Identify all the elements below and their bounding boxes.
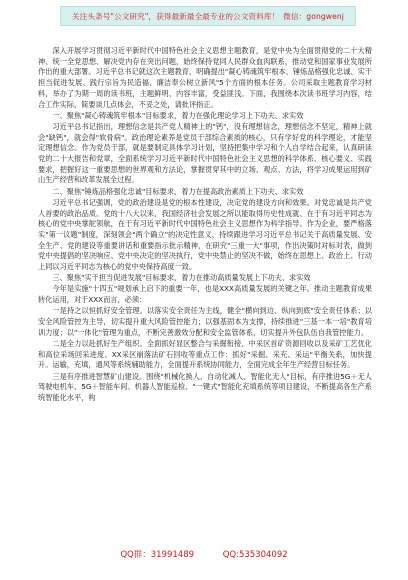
safety-paragraph: 一是持之以恒抓好安全管理。以落实安全责任为主线，健全"横向到边、纵向到底"安全责任体系；以安全风险管控为主导，切实提升重大风险管控能力；以强基固本为支撑，持续推进"三基一本一培"教育培训力度；以"一体化"管理为重点，不断完善激效分配和安全监管体系，切实提升外包队伍自我管控能力。: [38, 306, 372, 337]
document-body: [38, 46, 372, 404]
section-paragraph-2: 习近平总书记强调，党的政治建设是党的根本性建设，决定党的建设方向和效果。对党忠诚是共产党人首要的政治品质。党的十八大以来，我国经济社会发展之所以能取得历史性成就、在于有习近平同志为核心的党中央掌舵领航，在于有习近平新时代中国特色社会主义思想作为科学指导。作为企业，要严格落实"第一议题"制度，深刻领会"两个确立"的决定性意义，持续跟进学习习近平总书记关于高质量发展、安全生产、党的建设等重要讲话和重要指示批示精神，在研究"三重一大"事项，作出决策时对标对表，做到党中央提倡的坚决响应、党中央决定的坚决执行，党中央禁止的坚决不做，始终在思想上、政治上、行动上同以习近平同志为核心的党中央保持高度一致。: [38, 197, 372, 272]
promo-banner: [60, 6, 356, 26]
section-paragraph-3: 今年是实施"十四五"规划承上启下的重要一年，也是XXX高质量发展的关键之年。推动主题教育成果转化运用，对于XXX而言，必须：: [38, 284, 372, 305]
intro-paragraph: 深入开展学习贯彻习近平新时代中国特色社会主义思想主题教育，是党中央为全面贯彻党的二十大精神、统一全党思想、解决党内存在突出问题，始终保持党同人民群众血肉联系，推动党和国家事业发展所作出的重大部署。习近平总书记就这次主题教育，明确提出"凝心铸魂筑牢根本、锤炼品格强化忠诚、实干担当促进发展、践行宗旨为民造福、廉洁奉公树立新风"5个方面的根本任务。公司采取主题教育学习材料，举办了为期一周的读书班，主题鲜明、内容丰富，受益匪浅。下面，我围绕本次读书班学习内容，结合工作实际，简要谈几点体会，不妥之处，请批评指正。: [38, 46, 372, 109]
footer-contact: [0, 548, 408, 560]
footer-qq: QQ:535304092: [222, 550, 288, 560]
section-heading-2: 二、聚焦"锤炼品格强化忠诚"目标要求，着力在提高政治素质上下功夫、求实效: [52, 186, 304, 196]
section-heading-3: 三、聚焦"实干担当促进发展"目标要求，着力在推动高质量发展上下功夫、求实效: [52, 273, 311, 283]
smart-mine-paragraph: 三是有序推进智慧矿山建设。围绕"机械化换人、自动化减人、智能化无人"目标，有序推进5G＋无人驾驶电机车、5G＋智能车间、机器人智能巡检、"一键式"智能化充填系统等项目建设，不断提高各生产系统智能化水平，构: [38, 371, 372, 402]
section-heading-1: 一、聚焦"凝心铸魂筑牢根本"目标要求，着力在强化理论学习上下功夫、求实效: [52, 110, 304, 120]
footer-qq-group: QQ群：31991489: [120, 550, 195, 560]
section-paragraph-1: 习近平总书记指出，理想信念是共产党人精神上的"钙"，没有理想信念，理想信念不坚定，精神上就会"缺钙"，就会得"软骨病"。政治理论素养是党员干部综合素质的核心，只有学好党的科学理论，才能坚定理想信念。作为党员干部，就是要制定具体学习计划，坚持把集中学习和个人自学结合起来，认真研读党的二十大报告和党章，全面系统学习习近平新时代中国特色社会主义思想的科学体系、核心要义、实践要求，把握好这一重要思想的世界观和方法论，掌握贯穿其中的立场、观点、方法，将学习成果运用到矿山生产经营和改革发展全过程。: [38, 121, 372, 185]
banner-text: 关注头条号"公文研究"，获得最新最全最专业的公文资料库！: [71, 11, 280, 21]
production-paragraph: 二是全力以赴抓好生产组织。全面抓好显区整合与采掘衔接、中采区首矿资源回收以及采矿工艺优化和高位采场回采进度、XX采区崩落法矿石回收等重点工作：抓好"采掘、采充、采运"平衡关系，加快提升。运输，充填，通风等系统辅助能力，全面提升系统协同能力，全面完成全年生产经营目标任务。: [38, 338, 372, 370]
banner-wechat: 微信：gongwenj: [283, 11, 345, 21]
